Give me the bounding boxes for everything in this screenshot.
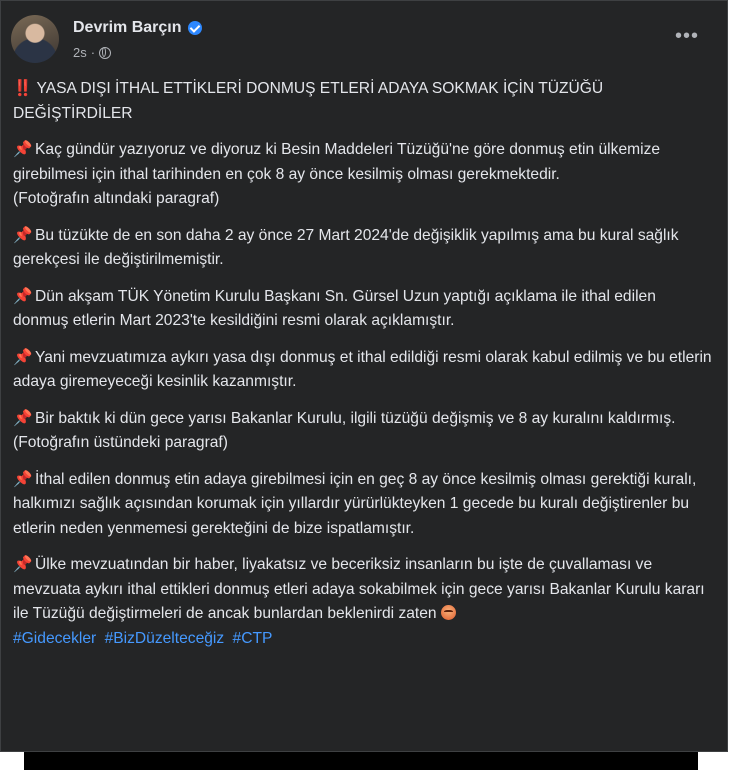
- paragraph-text: Ülke mevzuatından bir haber, liyakatsız ve beceriksiz insanların bu işte de çuvallaması ve mevzuata aykırı ithal ettikleri donmuş etleri adaya sokabilmek için gece yarısı Bakanlar Kurulu kararı ile Tüzüğü değiştirmeleri de ancak bunlardan beklenirdi zaten: [13, 556, 705, 622]
- hashtag-link[interactable]: #BizDüzelteceğiz: [104, 629, 225, 647]
- globe-icon[interactable]: [99, 47, 111, 59]
- paragraph-text: Yani mevzuatımıza aykırı yasa dışı donmuş et ithal edildiği resmi olarak kabul edilmiş ve bu etlerin adaya giremeyeceği kesinlik kazanmıştır.: [13, 348, 712, 390]
- pushpin-icon: 📌: [13, 348, 33, 366]
- paragraph-4: [13, 346, 713, 395]
- hashtag-row: [13, 627, 713, 652]
- pushpin-icon: 📌: [13, 141, 33, 158]
- paragraph-text: Bu tüzükte de en son daha 2 ay önce 27 Mart 2024'de değişiklik yapılmış ama bu kural sağlık gerekçesi ile değiştirilmemiştir.: [13, 226, 679, 268]
- verified-badge-icon: [188, 21, 202, 35]
- paragraph-1: [13, 138, 713, 212]
- avatar[interactable]: [11, 15, 59, 63]
- paragraph-text: Dün akşam TÜK Yönetim Kurulu Başkanı Sn. Gürsel Uzun yaptığı açıklama ile ithal edilen donmuş etlerin Mart 2023'te kesildiğini resmi olarak açıklamıştır.: [13, 287, 656, 329]
- post-body: [13, 77, 713, 651]
- paragraph-text: İthal edilen donmuş etin adaya girebilmesi için en geç 8 ay önce kesilmiş olması gerektiği kuralı, halkımızı sağlık açısından korumak için yıllardır yürürlükteyken 1 gecede bu kuralı değiştirenler bu etlerin neden yenmemesi gerekteğini de bize ispatlamıştır.: [13, 470, 697, 537]
- author-row: [73, 19, 202, 37]
- pushpin-icon: 📌: [13, 556, 33, 573]
- post-header: [11, 15, 719, 65]
- paragraph-note: (Fotoğrafın üstündeki paragraf): [13, 434, 228, 451]
- paragraph-7: [13, 553, 713, 627]
- hashtag-link[interactable]: #Gidecekler: [13, 629, 97, 647]
- pushpin-icon: 📌: [13, 470, 33, 488]
- meta-separator: ·: [90, 45, 96, 60]
- paragraph-note: (Fotoğrafın altındaki paragraf): [13, 190, 220, 207]
- paragraph-text: Kaç gündür yazıyoruz ve diyoruz ki Besin Maddeleri Tüzüğü'ne göre donmuş etin ülkemize girebilmesi için ithal tarihinden en çok 8 ay önce kesilmiş olması gerekmektedir.: [13, 141, 661, 183]
- paragraph-3: [13, 285, 713, 334]
- hashtag-link[interactable]: #CTP: [232, 629, 273, 647]
- more-options-button[interactable]: •••: [674, 25, 699, 47]
- post-time[interactable]: 2s: [73, 45, 87, 60]
- post-title: ‼️ YASA DIŞI İTHAL ETTİKLERİ DONMUŞ ETLERİ ADAYA SOKMAK İÇİN TÜZÜĞÜ DEĞİŞTİRDİLER: [13, 80, 604, 122]
- pushpin-icon: 📌: [13, 409, 33, 427]
- pushpin-icon: 📌: [13, 226, 33, 244]
- paragraph-text: Bir baktık ki dün gece yarısı Bakanlar Kurulu, ilgili tüzüğü değişmiş ve 8 ay kuralını kaldırmış.: [35, 409, 676, 427]
- angry-face-icon: [441, 605, 456, 620]
- paragraph-5: [13, 407, 713, 456]
- author-name[interactable]: Devrim Barçın: [73, 19, 182, 36]
- paragraph-6: [13, 468, 713, 542]
- post-meta: [73, 45, 111, 60]
- paragraph-2: [13, 224, 713, 273]
- attached-image-edge[interactable]: [24, 752, 698, 770]
- pushpin-icon: 📌: [13, 287, 33, 305]
